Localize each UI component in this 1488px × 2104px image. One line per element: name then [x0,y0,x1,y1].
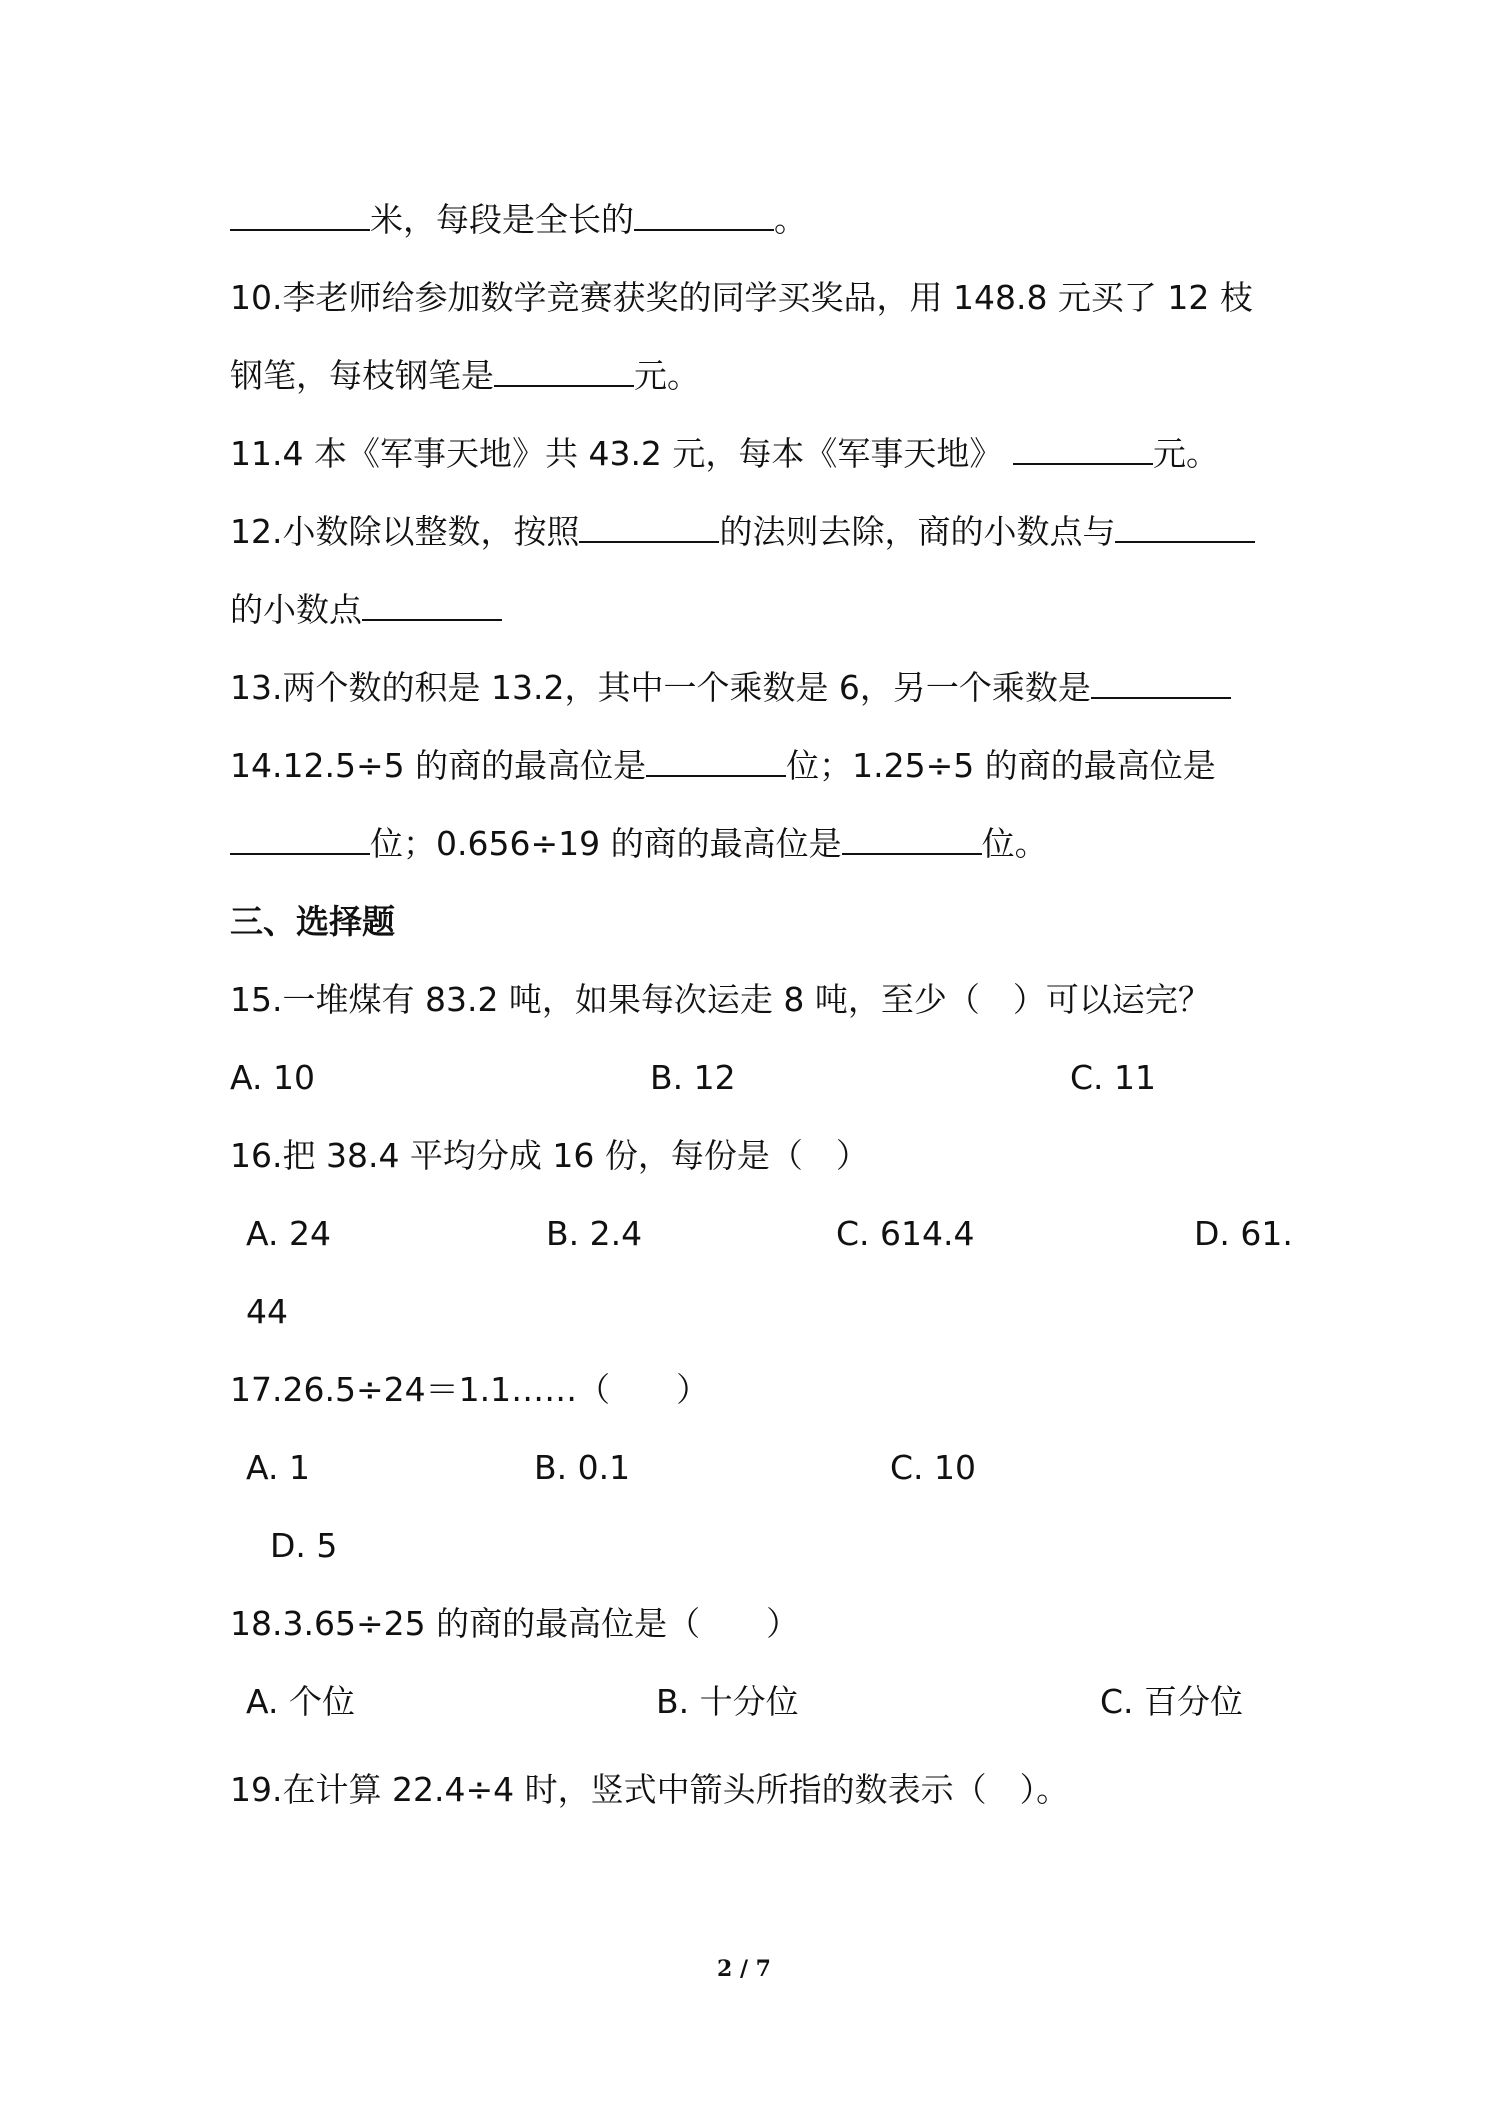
option-c[interactable]: C. 614.4 [836,1214,975,1253]
question-17: 17.26.5÷24＝1.1……（ ） [230,1370,710,1409]
text: 12.小数除以整数，按照 [230,512,580,551]
question-18: 18.3.65÷25 的商的最高位是（ ） [230,1604,800,1643]
option-a[interactable]: A. 1 [246,1448,310,1487]
option-a[interactable]: A. 10 [230,1058,315,1097]
option-b[interactable]: B. 2.4 [546,1214,643,1253]
option-c[interactable]: C. 11 [1070,1058,1157,1097]
question-15: 15.一堆煤有 83.2 吨，如果每次运走 8 吨，至少（ ）可以运完？ [230,980,1211,1019]
option-b[interactable]: B. 12 [650,1058,736,1097]
page-number: 2 / 7 [717,1956,771,1982]
text: 位。 [981,824,1048,863]
section-heading: 三、选择题 [230,902,395,941]
answer-blank[interactable] [1013,433,1153,465]
option-b[interactable]: B. 十分位 [656,1682,799,1721]
answer-blank[interactable] [230,199,370,231]
question-12-line1 [230,510,1255,554]
question-11 [230,432,1219,476]
option-c[interactable]: C. 10 [890,1448,977,1487]
answer-blank[interactable] [362,589,502,621]
text: 14.12.5÷5 的商的最高位是 [230,746,647,785]
text: 位；0.656÷19 的商的最高位是 [370,824,842,863]
text: 。 [774,200,807,239]
answer-blank[interactable] [1115,511,1255,543]
text: 的小数点 [230,590,362,629]
text: 钢笔，每枝钢笔是 [230,356,494,395]
question-12-line2 [230,588,502,632]
question-14-line2 [230,822,1048,866]
answer-blank[interactable] [494,355,634,387]
question-14-line1 [230,744,1216,788]
option-d[interactable]: D. 5 [270,1526,338,1565]
option-b[interactable]: B. 0.1 [534,1448,631,1487]
option-d[interactable]: D. 61. [1194,1214,1293,1253]
text: 元。 [634,356,700,395]
text: 的法则去除，商的小数点与 [719,512,1116,551]
text: 元。 [1152,434,1219,473]
q9-continuation [230,198,807,242]
answer-blank[interactable] [230,823,370,855]
question-10-line1: 10.李老师给参加数学竞赛获奖的同学买奖品，用 148.8 元买了 12 枝 [230,278,1253,317]
text: 13.两个数的积是 13.2，其中一个乘数是 6，另一个乘数是 [230,668,1091,707]
question-13 [230,666,1231,710]
option-d-wrap: 44 [246,1292,288,1331]
question-19: 19.在计算 22.4÷4 时，竖式中箭头所指的数表示（ ）。 [230,1770,1070,1809]
answer-blank[interactable] [842,823,982,855]
question-16: 16.把 38.4 平均分成 16 份，每份是（ ） [230,1136,869,1175]
answer-blank[interactable] [579,511,719,543]
text: 位；1.25÷5 的商的最高位是 [786,746,1216,785]
text: 11.4 本《军事天地》共 43.2 元，每本《军事天地》 [230,434,1003,473]
text: 米，每段是全长的 [370,200,634,239]
answer-blank[interactable] [634,199,774,231]
answer-blank[interactable] [1091,667,1231,699]
option-a[interactable]: A. 24 [246,1214,331,1253]
option-c[interactable]: C. 百分位 [1100,1682,1244,1721]
option-a[interactable]: A. 个位 [246,1682,355,1721]
answer-blank[interactable] [646,745,786,777]
question-10-line2 [230,354,700,398]
